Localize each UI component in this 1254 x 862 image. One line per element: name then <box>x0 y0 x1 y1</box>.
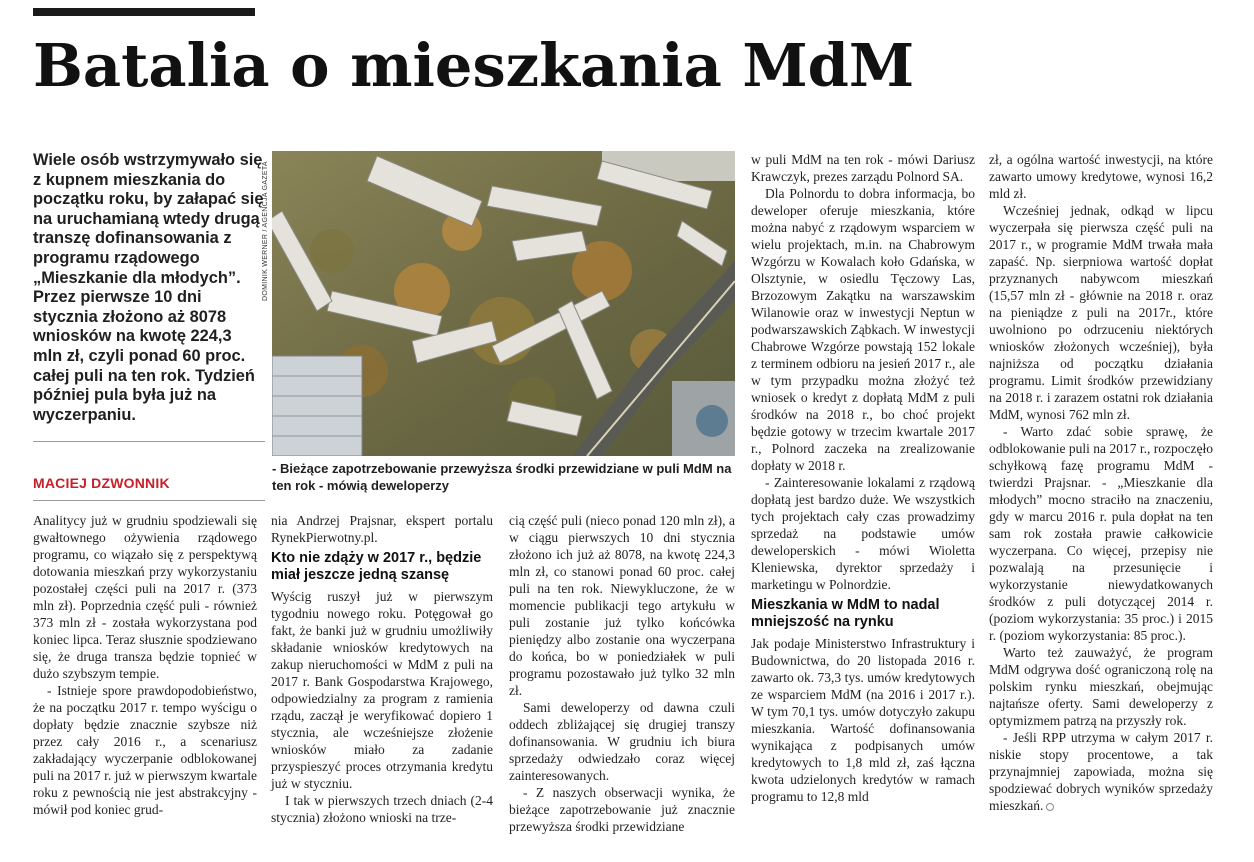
byline: MACIEJ DZWONNIK <box>33 475 170 491</box>
aerial-housing-estate-illustration <box>272 151 735 456</box>
headline: Batalia o mieszkania MdM <box>33 31 915 100</box>
paragraph: Wcześniej jednak, odkąd w lipcu wyczerpała się pierwsza część puli na 2017 r., w programie MdM trwała mała zapaść. Np. sierpniowa wartość dopłat przyznanych nabywcom mieszkań (15,57 mln zł - głównie na 2018 r. oraz na pieniądze z puli na 2017r., które uwolniono po odrzuceniu niektórych wniosków złożonych wcześniej), była najniższa od początku działania programu. Limit środków przewidziany na 2018 r. i zarazem ostatni rok działania MdM, wynosi 762 mln zł. <box>989 203 1213 422</box>
paragraph: I tak w pierwszych trzech dniach (2-4 stycznia) złożono wnioski na trze- <box>271 793 493 825</box>
subheading: Mieszkania w MdM to nadal mniejszość na rynku <box>751 597 940 630</box>
paragraph: - Istnieje spore prawdopodobieństwo, że na początku 2017 r. tempo wyścigu o dopłaty będzie znacznie szybsze niż przez cały 2016 r., a scenariusz zakładający wyczerpanie odblokowanej puli na 2017 r. już w pierwszym kwartale roku z pewnością nie jest abstrakcyjny - mówił pod koniec grud- <box>33 683 257 817</box>
lead-divider <box>33 441 265 442</box>
paragraph: Sami deweloperzy od dawna czuli oddech zbliżającej się drugiej transzy dofinansowania. W grudniu ich biura sprzedaży odwiedzało coraz więcej zainteresowanych. <box>509 700 735 783</box>
paragraph: - Zainteresowanie lokalami z rządową dopłatą jest bardzo duże. We wszystkich tych projektach cały czas prowadzimy sprzedaż na podstawie umów deweloperskich - mówi Wioletta Kleniewska, dyrektor sprzedaży i marketingu w Polnordzie. <box>751 475 975 592</box>
paragraph: - Z naszych obserwacji wynika, że bieżące zapotrzebowanie już znacznie przewyższa środki przewidziane <box>509 785 735 834</box>
paragraph: zł, a ogólna wartość inwestycji, na które zawarto umowy kredytowe, wynosi 16,2 mld zł. <box>989 152 1213 201</box>
header-rule <box>33 8 255 16</box>
lead-paragraph: Wiele osób wstrzymywało się z kupnem mieszkania do początku roku, by załapać się na uruchamianą wtedy drugą transzę dofinansowania z programu rządowego „Mieszkanie dla młodych”. Przez pierwsze 10 dni stycznia złożono aż 8078 wniosków na kwotę 224,3 mln zł, czyli ponad 60 proc. całej puli na ten rok. Tydzień później pula była już na wyczerpaniu. <box>33 151 264 424</box>
paragraph: Dla Polnordu to dobra informacja, bo deweloper oferuje mieszkania, które można nabyć z rządowym wsparciem w wielu projektach, m.in. na Chabrowym Wzgórzu w Kowalach koło Gdańska, w Olsztynie, w osiedlu Tęczowy Las, Brzozowym Zakątku na warszawskim Wilanowie oraz w inwestycji Neptun w podwarszawskich Ząbkach. W inwestycji Chabrowe Wzgórze powstają 152 lokale z terminem odbioru na jesień 2017 r., ale w tym przypadku można złożyć też wniosek o kredyt z dopłatą MdM z puli środków na 2018 r., bo choć projekt będzie gotowy w trzecim kwartale 2017 r., Polnord zaczeka na zrealizowanie dopłaty w 2018 r. <box>751 186 975 473</box>
article-column-5 <box>989 151 1213 814</box>
paragraph: Wyścig ruszył już w pierwszym tygodniu nowego roku. Potęgował go fakt, że banki już w grudniu umożliwiły składanie wniosków kredytowych na zakup nieruchomości w MdM z puli na 2017 r. Bank Gospodarstwa Krajowego, odpowiedzialny za program z ramienia rządu, zaczął je weryfikować dopiero 1 stycznia, ale wcześniejsze złożenie wniosków miało za zadanie przyspieszyć proces otrzymania kredytu już w styczniu. <box>271 589 493 791</box>
byline-divider <box>33 500 265 501</box>
paragraph: - Warto zdać sobie sprawę, że odblokowanie puli na 2017 r., rozpoczęło schyłkową fazę programu MdM - twierdzi Prajsnar. - „Mieszkanie dla młodych” mocno straciło na znaczeniu, gdy w marcu 2016 r. pula dopłat na ten sam rok została prawie całkowicie wyczerpana. Co więcej, przepisy nie pozwalają na przesunięcie i wykorzystanie niewydatkowanych środków z puli dotyczącej 2014 r. (poziom wykorzystania: 35 proc.) i 2015 r. (poziom wykorzystania: 85 proc.). <box>989 424 1213 643</box>
paragraph: Analitycy już w grudniu spodziewali się gwałtownego ożywienia rządowego programu, co wiązało się z perspektywą dotowania mieszkań przy wykorzystaniu pozostałej części puli na 2017 r. (373 mln zł). Poprzednia część puli - również 373 mln zł - została wykorzystana pod koniec lipca. Teraz słusznie spodziewano się, że druga transza będzie topnieć w dużo szybszym tempie. <box>33 513 257 681</box>
paragraph: nia Andrzej Prajsnar, ekspert portalu RynekPierwotny.pl. <box>271 513 493 545</box>
paragraph-text: - Jeśli RPP utrzyma w całym 2017 r. niskie stopy procentowe, a tak przynajmniej zapowiada, można się spodziewać dobrych wyników sprzedaży mieszkań. <box>989 730 1213 813</box>
article-column-4 <box>751 151 975 805</box>
photo-credit: DOMINIK WERNER / AGENCJA GAZETA <box>262 161 269 301</box>
paragraph <box>989 729 1213 814</box>
photo-caption: - Bieżące zapotrzebowanie przewyższa środki przewidziane w puli MdM na ten rok - mówią deweloperzy <box>272 461 732 493</box>
paragraph: Warto też zauważyć, że program MdM odgrywa dość ograniczoną rolę na polskim rynku mieszkań, obejmując najtańsze oferty. Sami deweloperzy z optymizmem patrzą na przyszły rok. <box>989 645 1213 728</box>
paragraph: w puli MdM na ten rok - mówi Dariusz Krawczyk, prezes zarządu Polnord SA. <box>751 152 975 184</box>
article-column-1 <box>33 512 257 818</box>
paragraph: cią część puli (nieco ponad 120 mln zł), a w ciągu pierwszych 10 dni stycznia złożono ich już aż 8078, na kwotę 224,3 mln zł, co stanowi ponad 60 proc. całej puli na ten rok. Niewykluczone, że w momencie publikacji tego artykułu w puli zostanie już tylko końcówka pieniędzy albo zostanie ona wyczerpana do końca, bo w poniedziałek w puli programu pozostawało już tylko 32 mln zł. <box>509 513 735 698</box>
paragraph: Jak podaje Ministerstwo Infrastruktury i Budownictwa, do 20 listopada 2016 r. zawarto ok. 73,3 tys. umów kredytowych ze wsparciem MdM (na 2016 i 2017 r.). W tym 70,1 tys. umów dotyczyło zakupu mieszkania. Wartość dofinansowania wynikająca z podpisanych umów kredytowych to 1,8 mld zł, zaś łączna kwota udzielonych kredytów w ramach programu to 12,8 mld <box>751 636 975 804</box>
subheading: Kto nie zdąży w 2017 r., będzie miał jeszcze jedną szansę <box>271 550 482 583</box>
article-column-3 <box>509 512 735 835</box>
article-column-2 <box>271 512 493 826</box>
aerial-photo <box>272 151 735 456</box>
end-of-article-icon <box>1046 803 1054 811</box>
